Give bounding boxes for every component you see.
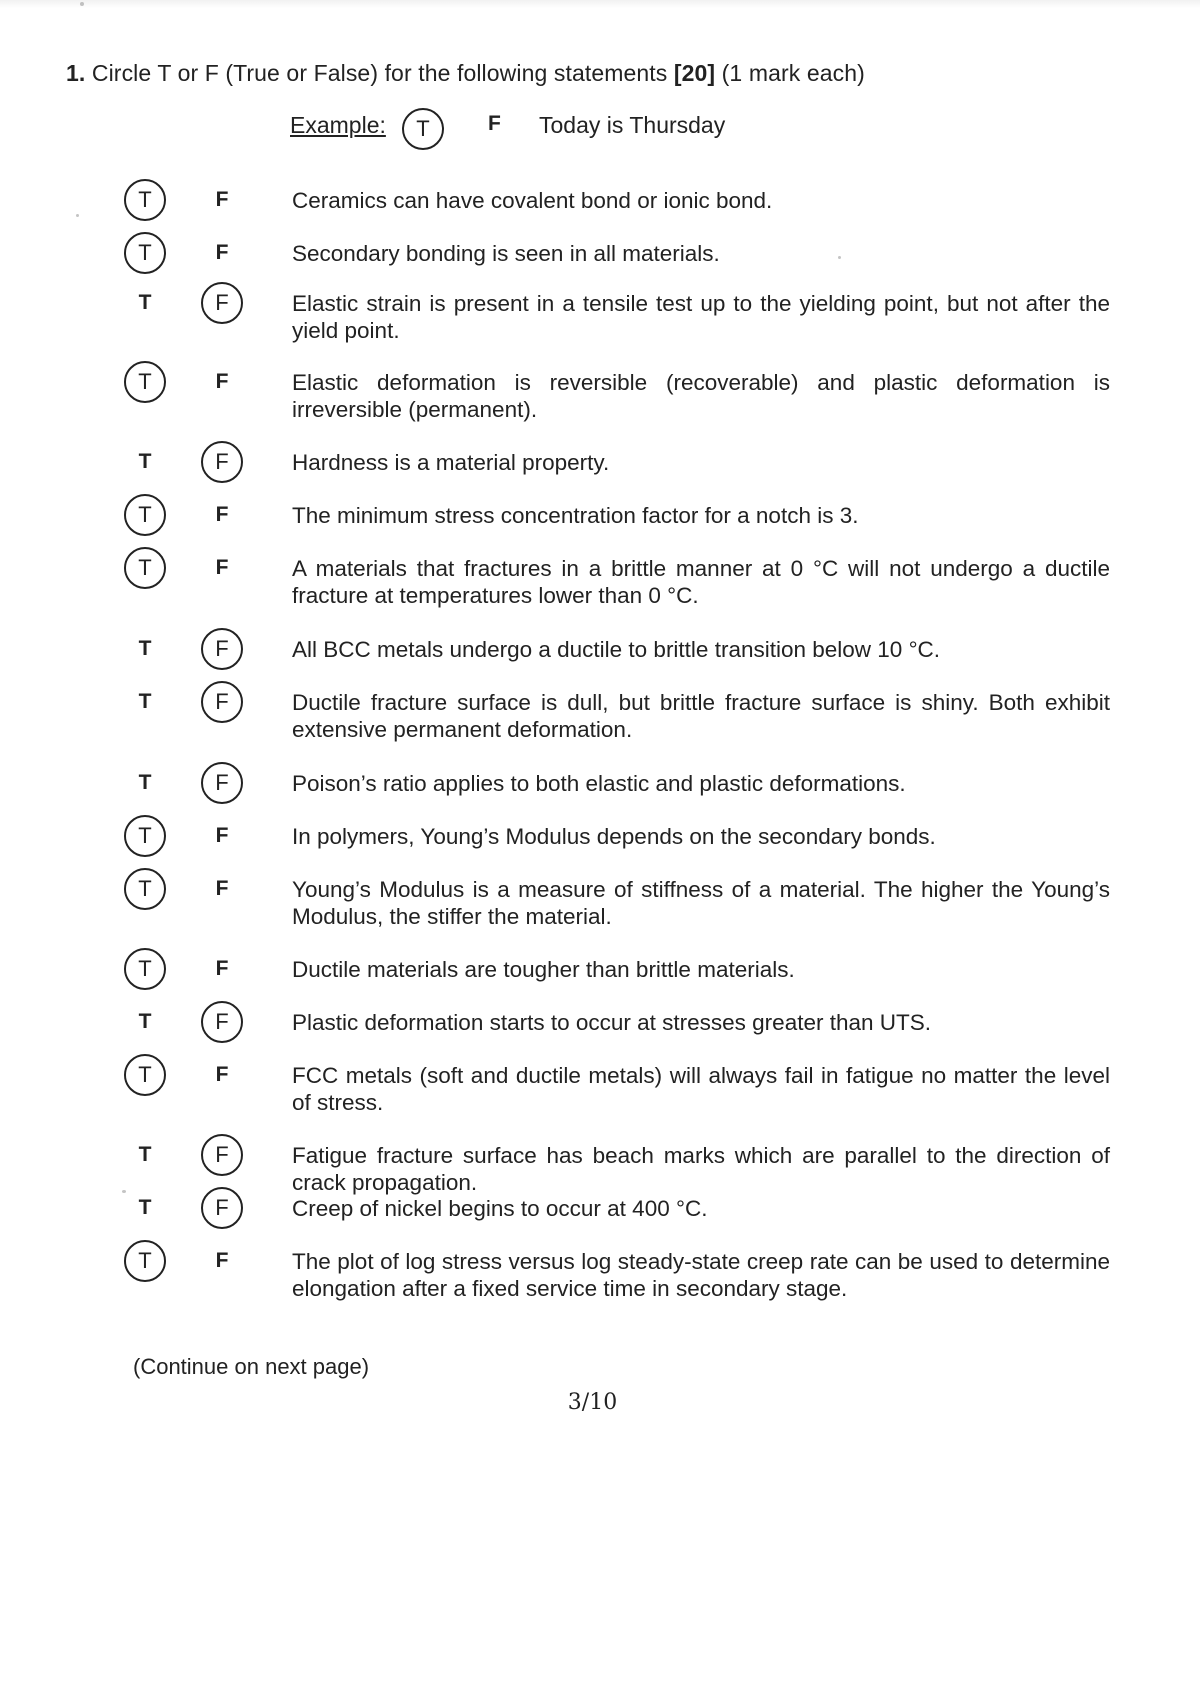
page-number: 3/10 xyxy=(567,1390,618,1415)
statement-row xyxy=(0,950,1200,1000)
statement-text: Ductile fracture surface is dull, but brittle fracture surface is shiny. Both exhibit extensive permanent deformation. xyxy=(292,690,1110,742)
false-option[interactable]: F xyxy=(215,370,229,393)
true-option-circled[interactable]: T xyxy=(124,1240,166,1282)
statement-row xyxy=(0,496,1200,546)
scan-speck xyxy=(80,2,84,6)
question-heading xyxy=(66,60,865,87)
true-option[interactable]: T xyxy=(138,637,152,660)
false-option-circled[interactable]: F xyxy=(201,762,243,804)
true-option-circled[interactable]: T xyxy=(124,948,166,990)
true-option-circled[interactable]: T xyxy=(124,361,166,403)
true-option[interactable]: T xyxy=(138,771,152,794)
true-option[interactable]: T xyxy=(138,291,152,314)
question-number: 1. xyxy=(66,60,86,86)
true-option[interactable]: T xyxy=(138,450,152,473)
false-option-circled[interactable]: F xyxy=(201,441,243,483)
false-option-circled[interactable]: F xyxy=(201,1001,243,1043)
statement-row xyxy=(0,181,1200,231)
statement-row xyxy=(0,549,1200,608)
statement-row xyxy=(0,1136,1200,1195)
true-option[interactable]: T xyxy=(138,1196,152,1219)
true-option-circled[interactable]: T xyxy=(124,232,166,274)
statement-text: Poison’s ratio applies to both elastic and plastic deformations. xyxy=(292,771,906,796)
statement-row xyxy=(0,363,1200,422)
true-option[interactable]: T xyxy=(138,1143,152,1166)
false-option-circled[interactable]: F xyxy=(201,282,243,324)
statement-row xyxy=(0,234,1200,284)
statement-text: Elastic strain is present in a tensile test up to the yielding point, but not after the yield point. xyxy=(292,291,1110,343)
false-option[interactable]: F xyxy=(215,1063,229,1086)
false-option-circled[interactable]: F xyxy=(201,681,243,723)
statement-text: In polymers, Young’s Modulus depends on the secondary bonds. xyxy=(292,824,936,849)
statement-row xyxy=(0,630,1200,680)
statement-text: All BCC metals undergo a ductile to brittle transition below 10 °C. xyxy=(292,637,941,662)
true-option-circled[interactable]: T xyxy=(124,868,166,910)
statement-text: Hardness is a material property. xyxy=(292,450,610,475)
true-option-circled[interactable]: T xyxy=(124,815,166,857)
statement-row xyxy=(0,764,1200,814)
statement-text: Fatigue fracture surface has beach marks which are parallel to the direction of crack propagation. xyxy=(292,1143,1110,1195)
false-option[interactable]: F xyxy=(215,957,229,980)
false-option[interactable]: F xyxy=(215,556,229,579)
false-option[interactable]: F xyxy=(215,188,229,211)
example-label: Example: xyxy=(290,112,386,138)
statement-row xyxy=(0,443,1200,493)
statement-text: Secondary bonding is seen in all materials. xyxy=(292,241,720,266)
false-option[interactable]: F xyxy=(215,503,229,526)
false-option[interactable]: F xyxy=(215,877,229,900)
true-option-circled[interactable]: T xyxy=(124,1054,166,1096)
statement-text: Ductile materials are tougher than brittle materials. xyxy=(292,957,795,982)
example-true-circled[interactable]: T xyxy=(402,108,444,150)
statement-text: FCC metals (soft and ductile metals) will always fail in fatigue no matter the level of stress. xyxy=(292,1063,1110,1115)
example-statement: Today is Thursday xyxy=(539,112,726,138)
statement-text: Elastic deformation is reversible (recoverable) and plastic deformation is irreversible (permanent). xyxy=(292,370,1110,422)
true-option[interactable]: T xyxy=(138,1010,152,1033)
false-option-circled[interactable]: F xyxy=(201,628,243,670)
statement-text: Ceramics can have covalent bond or ionic bond. xyxy=(292,188,773,213)
statement-row xyxy=(0,1056,1200,1115)
statement-text: A materials that fractures in a brittle manner at 0 °C will not undergo a ductile fracture at temperatures lower than 0 °C. xyxy=(292,556,1110,608)
false-option[interactable]: F xyxy=(215,241,229,264)
statement-row xyxy=(0,1003,1200,1053)
false-option-circled[interactable]: F xyxy=(201,1187,243,1229)
continue-note: (Continue on next page) xyxy=(133,1354,370,1379)
true-option-circled[interactable]: T xyxy=(124,547,166,589)
statement-row xyxy=(0,1189,1200,1239)
question-marks: [20] xyxy=(673,60,716,86)
true-option[interactable]: T xyxy=(138,690,152,713)
false-option[interactable]: F xyxy=(215,1249,229,1272)
statement-row xyxy=(0,284,1200,343)
statement-row xyxy=(0,1242,1200,1301)
statement-text: The plot of log stress versus log steady-state creep rate can be used to determine elongation after a fixed service time in secondary stage. xyxy=(292,1249,1110,1301)
page-top-edge xyxy=(0,0,1200,8)
statement-row xyxy=(0,683,1200,742)
statement-row xyxy=(0,817,1200,867)
statement-text: Young’s Modulus is a measure of stiffness of a material. The higher the Young’s Modulus, the stiffer the material. xyxy=(292,877,1110,929)
statement-text: The minimum stress concentration factor for a notch is 3. xyxy=(292,503,859,528)
true-option-circled[interactable]: T xyxy=(124,494,166,536)
statement-text: Plastic deformation starts to occur at stresses greater than UTS. xyxy=(292,1010,932,1035)
question-marks-note: (1 mark each) xyxy=(721,60,865,86)
statement-row xyxy=(0,870,1200,929)
example-false-option[interactable]: F xyxy=(488,112,501,135)
statement-text: Creep of nickel begins to occur at 400 °C. xyxy=(292,1196,708,1221)
false-option[interactable]: F xyxy=(215,824,229,847)
false-option-circled[interactable]: F xyxy=(201,1134,243,1176)
true-option-circled[interactable]: T xyxy=(124,179,166,221)
question-instruction: Circle T or F (True or False) for the following statements xyxy=(91,60,668,86)
